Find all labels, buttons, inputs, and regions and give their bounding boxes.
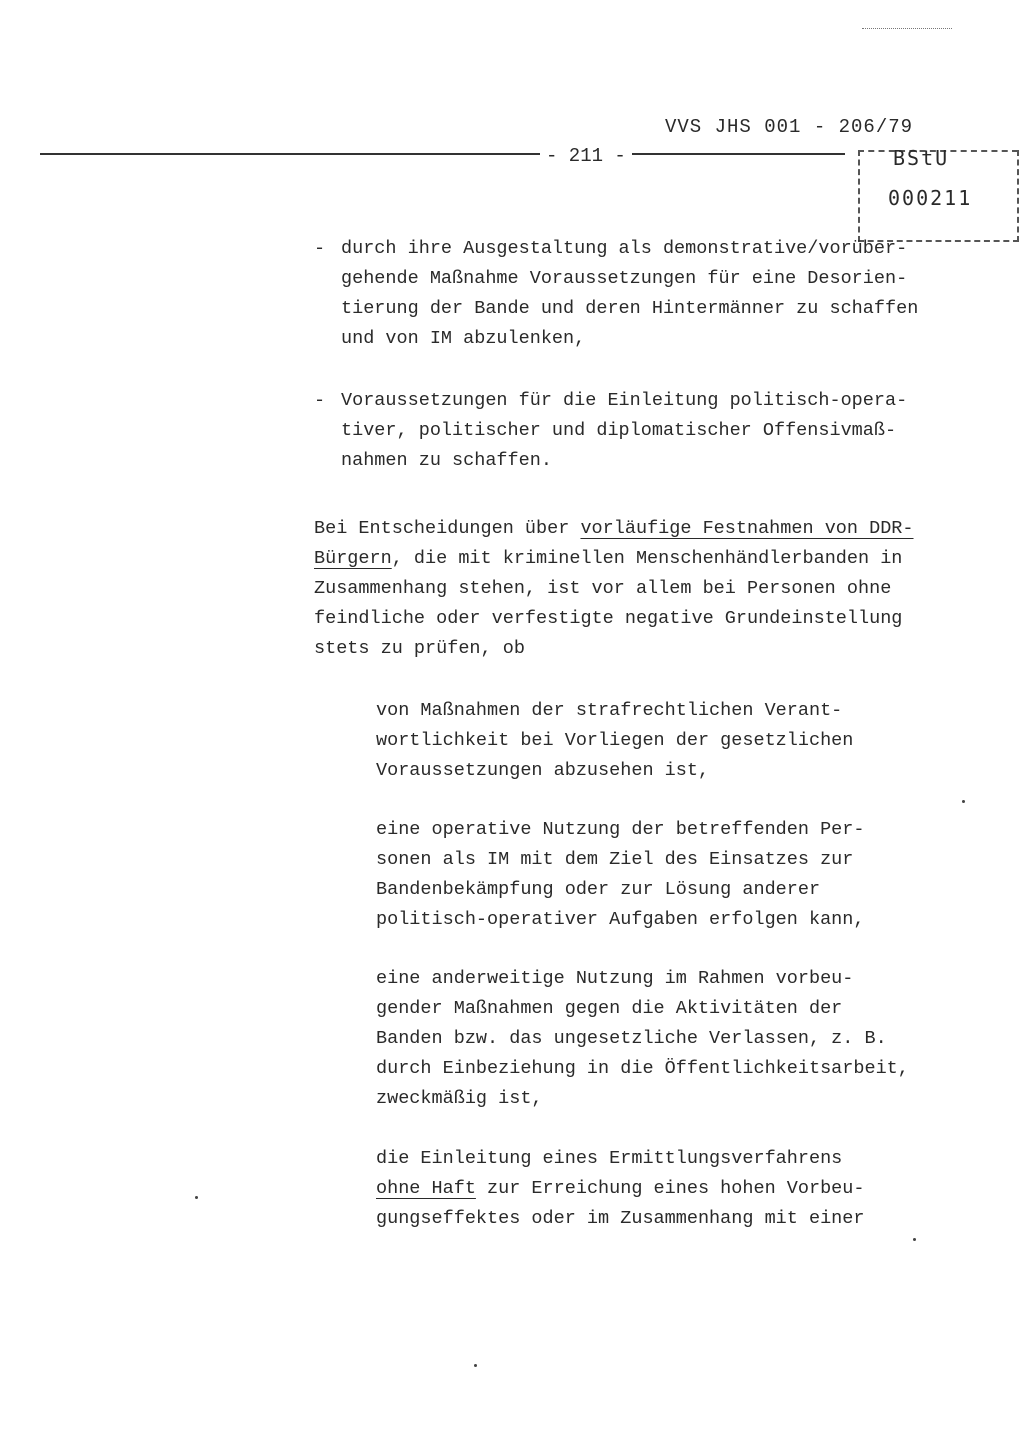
item-line: politisch-operativer Aufgaben erfolgen kann, bbox=[376, 909, 865, 930]
underlined-text: vorläufige Festnahmen von DDR- bbox=[580, 518, 914, 539]
paragraph-text: feindliche oder verfestigte negative Grundeinstellung bbox=[314, 608, 903, 629]
page-number: - 211 - bbox=[540, 145, 632, 167]
item-line: eine operative Nutzung der betreffenden Per- bbox=[376, 819, 865, 840]
item-line: zur Erreichung eines hohen Vorbeu- bbox=[475, 1178, 865, 1199]
stamp-number: 000211 bbox=[888, 186, 973, 210]
paragraph-text: Bei Entscheidungen über bbox=[314, 518, 581, 539]
item-line: sonen als IM mit dem Ziel des Einsatzes zur bbox=[376, 849, 854, 870]
stamp-label: BStU bbox=[893, 146, 950, 170]
scan-speck bbox=[962, 800, 965, 803]
item-line: von Maßnahmen der strafrechtlichen Verant- bbox=[376, 700, 843, 721]
bullet-line: Voraussetzungen für die Einleitung politisch-opera- bbox=[341, 390, 908, 411]
paragraph-decisions bbox=[314, 514, 914, 664]
bullet-item-2 bbox=[314, 386, 907, 476]
paragraph-text: stets zu prüfen, ob bbox=[314, 638, 525, 659]
underlined-text: Bürgern bbox=[314, 548, 392, 569]
item-line: gender Maßnahmen gegen die Aktivitäten der bbox=[376, 998, 843, 1019]
header-rule bbox=[40, 153, 845, 155]
scan-speck bbox=[474, 1364, 477, 1367]
item-line: Banden bzw. das ungesetzliche Verlassen, z. B. bbox=[376, 1028, 887, 1049]
condition-item-3 bbox=[376, 964, 909, 1114]
item-line: die Einleitung eines Ermittlungsverfahrens bbox=[376, 1148, 843, 1169]
bullet-marker: - bbox=[314, 238, 326, 259]
bullet-line: tiver, politischer und diplomatischer Offensivmaß- bbox=[341, 420, 897, 441]
bullet-line: und von IM abzulenken, bbox=[341, 328, 586, 349]
item-line: durch Einbeziehung in die Öffentlichkeitsarbeit, bbox=[376, 1058, 909, 1079]
item-line: zweckmäßig ist, bbox=[376, 1088, 543, 1109]
item-line: gungseffektes oder im Zusammenhang mit einer bbox=[376, 1208, 865, 1229]
condition-item-1 bbox=[376, 696, 853, 786]
bullet-line: durch ihre Ausgestaltung als demonstrative/vorüber- bbox=[341, 238, 908, 259]
bullet-line: nahmen zu schaffen. bbox=[341, 450, 552, 471]
underlined-text: ohne Haft bbox=[376, 1178, 476, 1199]
scan-speck bbox=[913, 1238, 916, 1241]
bullet-marker: - bbox=[314, 390, 326, 411]
bullet-line: gehende Maßnahme Voraussetzungen für eine Desorien- bbox=[341, 268, 908, 289]
bullet-line: tierung der Bande und deren Hintermänner zu schaffen bbox=[341, 298, 919, 319]
paragraph-text: , die mit kriminellen Menschenhändlerbanden in bbox=[391, 548, 903, 569]
corner-mark bbox=[862, 28, 952, 29]
item-line: Voraussetzungen abzusehen ist, bbox=[376, 760, 710, 781]
condition-item-4 bbox=[376, 1144, 865, 1234]
bullet-item-1 bbox=[314, 234, 918, 354]
scan-speck bbox=[195, 1196, 198, 1199]
item-line: wortlichkeit bei Vorliegen der gesetzlichen bbox=[376, 730, 854, 751]
condition-item-2 bbox=[376, 815, 864, 935]
paragraph-text: Zusammenhang stehen, ist vor allem bei Personen ohne bbox=[314, 578, 892, 599]
item-line: Bandenbekämpfung oder zur Lösung anderer bbox=[376, 879, 821, 900]
document-reference: VVS JHS 001 - 206/79 bbox=[665, 116, 914, 138]
item-line: eine anderweitige Nutzung im Rahmen vorbeu- bbox=[376, 968, 854, 989]
